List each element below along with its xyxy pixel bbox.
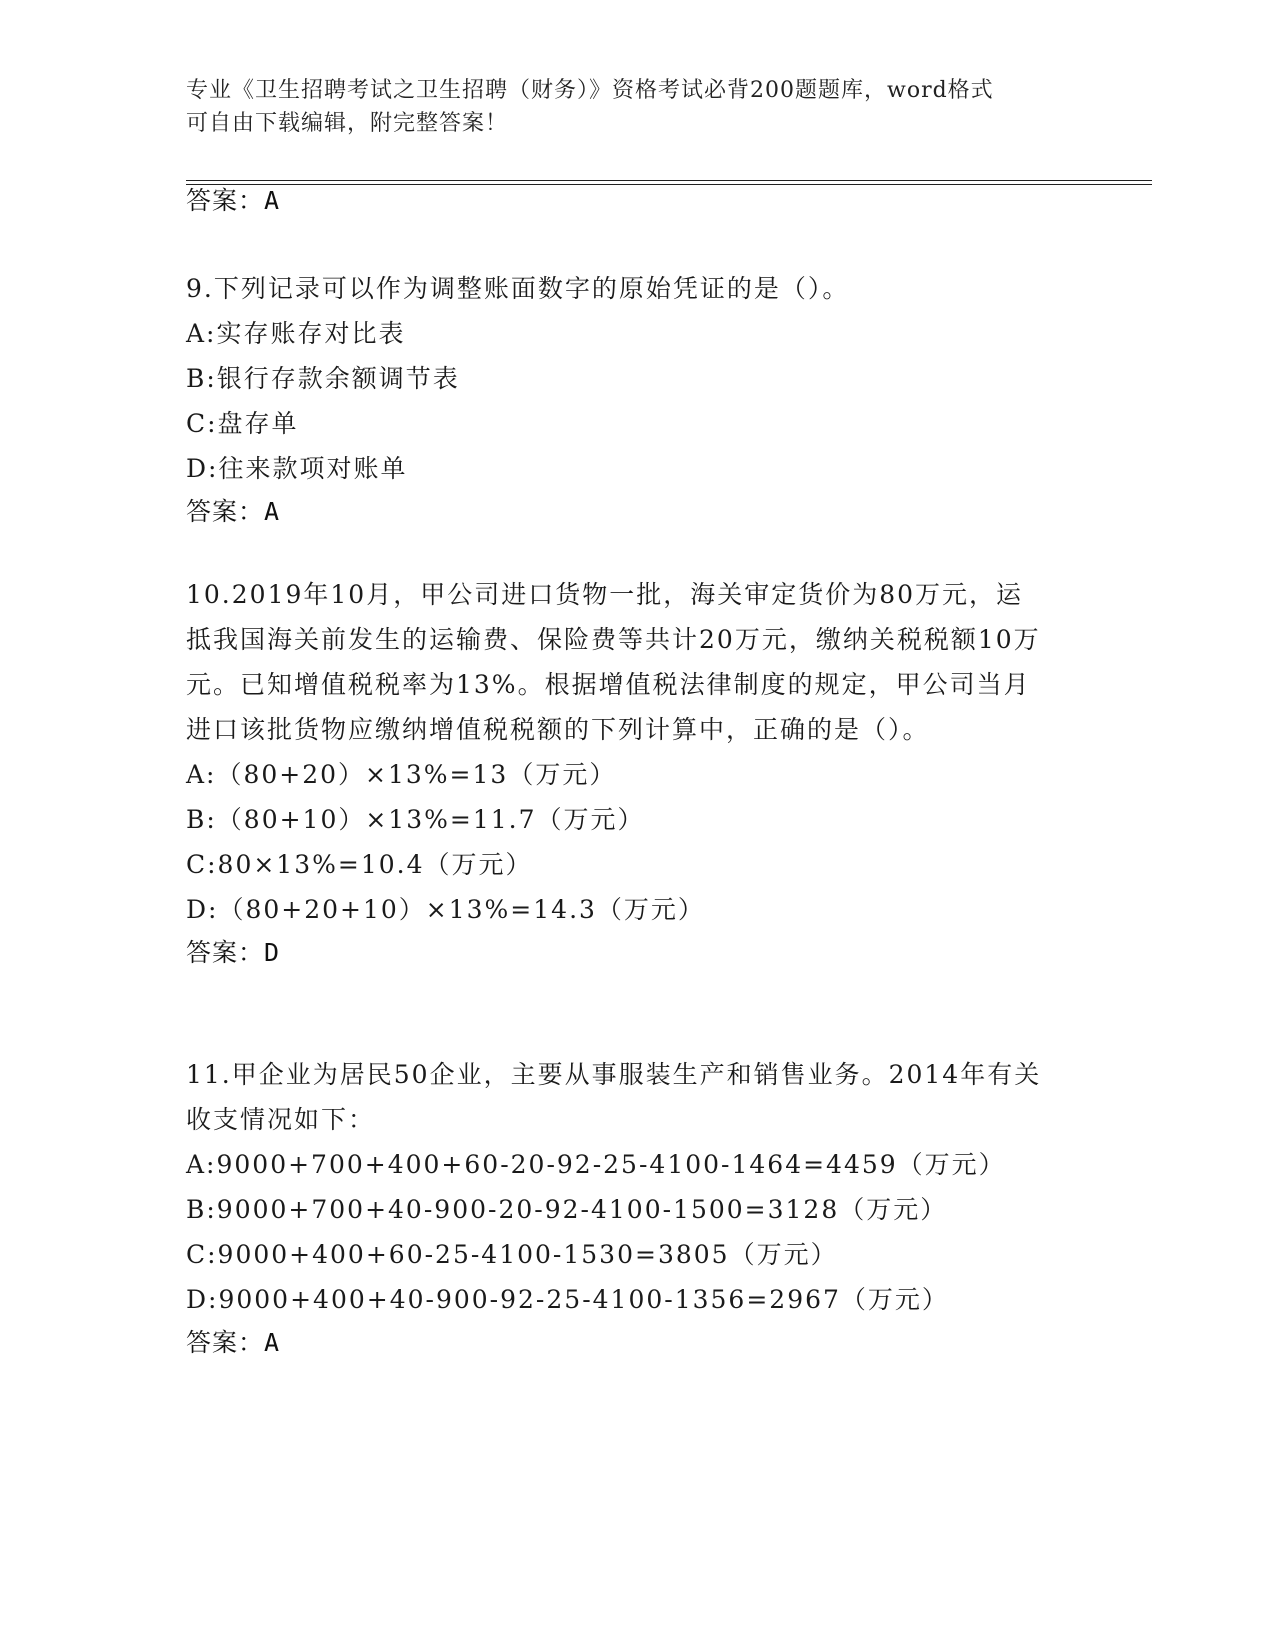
option-a: A:实存账存对比表 <box>186 319 406 348</box>
header-line-1: 专业《卫生招聘考试之卫生招聘（财务）》资格考试必背200题题库，word格式 <box>186 78 994 103</box>
question-text: 10.2019年10月，甲公司进口货物一批，海关审定货价为80万元，运抵我国海关前发生的运输费、保险费等共计20万元，缴纳关税税额10万元。已知增值税税率为13%。根据增值税法律制度的规定，甲公司当月进口该批货物应缴纳增值税税额的下列计算中，正确的是（）。 <box>186 580 1041 744</box>
option-d: D:（80+20+10）×13%=14.3（万元） <box>186 895 705 924</box>
option-b: B:9000+700+40-900-20-92-4100-1500=3128（万元） <box>186 1195 948 1224</box>
option-d: D:9000+400+40-900-92-25-4100-1356=2967（万元） <box>186 1285 949 1314</box>
question-text: 11.甲企业为居民50企业，主要从事服装生产和销售业务。2014年有关收支情况如下： <box>186 1060 1042 1134</box>
option-d: D:往来款项对账单 <box>186 454 408 483</box>
header-divider-bottom <box>186 184 1152 185</box>
document-header <box>186 74 1066 140</box>
option-c: C:80×13%=10.4（万元） <box>186 850 533 879</box>
option-b: B:银行存款余额调节表 <box>186 364 460 393</box>
question-11 <box>186 1052 1046 1358</box>
option-b: B:（80+10）×13%=11.7（万元） <box>186 805 645 834</box>
question-9 <box>186 266 1086 527</box>
previous-answer: 答案：A <box>186 186 281 215</box>
option-a: A:（80+20）×13%=13（万元） <box>186 760 617 789</box>
answer: 答案：A <box>186 497 281 526</box>
header-divider-top <box>186 180 1152 181</box>
option-c: C:盘存单 <box>186 409 299 438</box>
header-line-2: 可自由下载编辑，附完整答案！ <box>186 111 509 136</box>
question-10 <box>186 572 1046 968</box>
option-a: A:9000+700+400+60-20-92-25-4100-1464=4459（万元） <box>186 1150 1006 1179</box>
question-text: 9.下列记录可以作为调整账面数字的原始凭证的是（）。 <box>186 274 850 303</box>
answer: 答案：A <box>186 1328 281 1357</box>
option-c: C:9000+400+60-25-4100-1530=3805（万元） <box>186 1240 838 1269</box>
answer: 答案：D <box>186 938 281 967</box>
